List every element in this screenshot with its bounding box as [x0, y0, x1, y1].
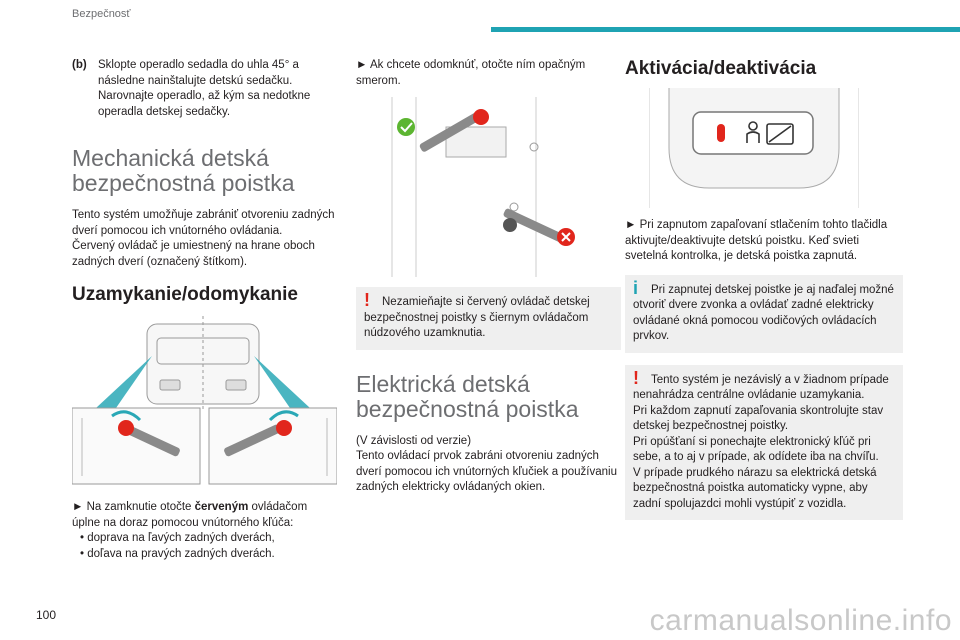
arrow-icon: ►	[72, 501, 84, 513]
column-3	[625, 58, 903, 520]
step-b-label: (b)	[72, 59, 87, 71]
watermark: carmanualsonline.info	[649, 604, 952, 637]
unlock-illustration	[386, 97, 586, 277]
warning-note	[356, 287, 621, 350]
arrow-icon: ►	[625, 219, 637, 231]
elec-text-1: (V závislosti od verzie)	[356, 434, 472, 447]
warning-text: Nezamieňajte si červený ovládač detskej bezpečnostnej poistky s čiernym ovládačom núdzového uzamknutia.	[364, 296, 590, 339]
mech-title: Mechanická detská bezpečnostná poistka	[72, 145, 295, 196]
header-accent-bar	[491, 27, 960, 32]
info-icon: i	[633, 277, 639, 298]
act-title: Aktivácia/deaktivácia	[625, 58, 817, 79]
child-lock-button	[693, 112, 813, 154]
left-door-detail	[72, 408, 200, 484]
elec-text-2: Tento ovládací prvok zabráni otvoreniu zadných dverí pomocou ich vnútorných kľučiek a používaniu zadných elektricky ovládaných okien.	[356, 450, 617, 493]
page-number: 100	[36, 608, 57, 622]
button-illustration	[649, 88, 859, 208]
unlock-instruction: ► Ak chcete odomknúť, otočte ním opačným smerom.	[356, 59, 586, 87]
right-door-detail	[209, 408, 337, 484]
indicator-light-icon	[717, 124, 725, 142]
black-knob-icon	[503, 218, 517, 232]
left-callout-wedge	[96, 356, 152, 408]
red-knob-icon	[473, 109, 489, 125]
bullet-right: • doľava na pravých zadných dverách.	[80, 547, 275, 560]
column-1	[72, 58, 337, 562]
warning-icon: !	[633, 367, 639, 388]
warning-line: Pri každom zapnutí zapaľovania skontrolujte stav detskej bezpečnostnej poistky.	[633, 404, 884, 432]
elec-title: Elektrická detská bezpečnostná poistka	[356, 370, 579, 422]
warning-line: Tento systém je nezávislý a v žiadnom prípade nenahrádza centrálne ovládanie uzamykania.	[633, 373, 889, 401]
warning-line: Pri opúšťaní si ponechajte elektronický kľúč pri sebe, a to aj v prípade, ak odídete iba na chvíľu.	[633, 435, 879, 463]
step-b-text: Sklopte operadlo sedadla do uhla 45° a následne nainštalujte detskú sedačku. Narovnajte operadlo, až kým sa nedotkne operadla detskej sedačky.	[98, 59, 311, 118]
warning-line: V prípade prudkého nárazu sa elektrická detská bezpečnostná poistka automaticky vypne, aby zadní spolujazdci mohli vystúpiť z vozidla.	[633, 466, 877, 510]
right-callout-wedge	[254, 356, 310, 408]
mech-text-1: Tento systém umožňuje zabrániť otvoreniu zadných dverí pomocou ich vnútorného ovládania.	[72, 209, 335, 237]
red-knob-icon	[276, 420, 292, 436]
bullet-left: • doprava na ľavých zadných dverách,	[80, 532, 275, 544]
act-instruction: ► Pri zapnutom zapaľovaní stlačením tohto tlačidla aktivujte/deaktivujte detskú poistku. Keď svieti svetelná kontrolka, je detská poistka zapnutá.	[625, 219, 888, 262]
mech-text-2: Červený ovládač je umiestnený na hrane oboch zadných dverí (označený štítkom).	[72, 240, 315, 268]
warning-icon: !	[364, 290, 370, 310]
info-note	[625, 275, 903, 353]
check-ok-icon	[397, 118, 415, 136]
warning-note-2	[625, 365, 903, 521]
arrow-icon: ►	[356, 59, 368, 71]
column-2	[356, 58, 621, 496]
red-knob-icon	[118, 420, 134, 436]
lock-title: Uzamykanie/odomykanie	[72, 284, 298, 305]
info-text: Pri zapnutej detskej poistke je aj naďalej možné otvoriť dvere zvonka a ovládať zadné elektricky ovládané okná pomocou vodičových ovládacích prvkov.	[633, 283, 894, 342]
section-header: Bezpečnosť	[72, 8, 131, 20]
car-rear-icon	[147, 316, 259, 411]
step-b	[72, 58, 337, 120]
lock-illustration	[72, 316, 337, 486]
lock-instruction: ► Na zamknutie otočte červeným ovládačom úplne na doraz pomocou vnútorného kľúča:	[72, 501, 308, 529]
